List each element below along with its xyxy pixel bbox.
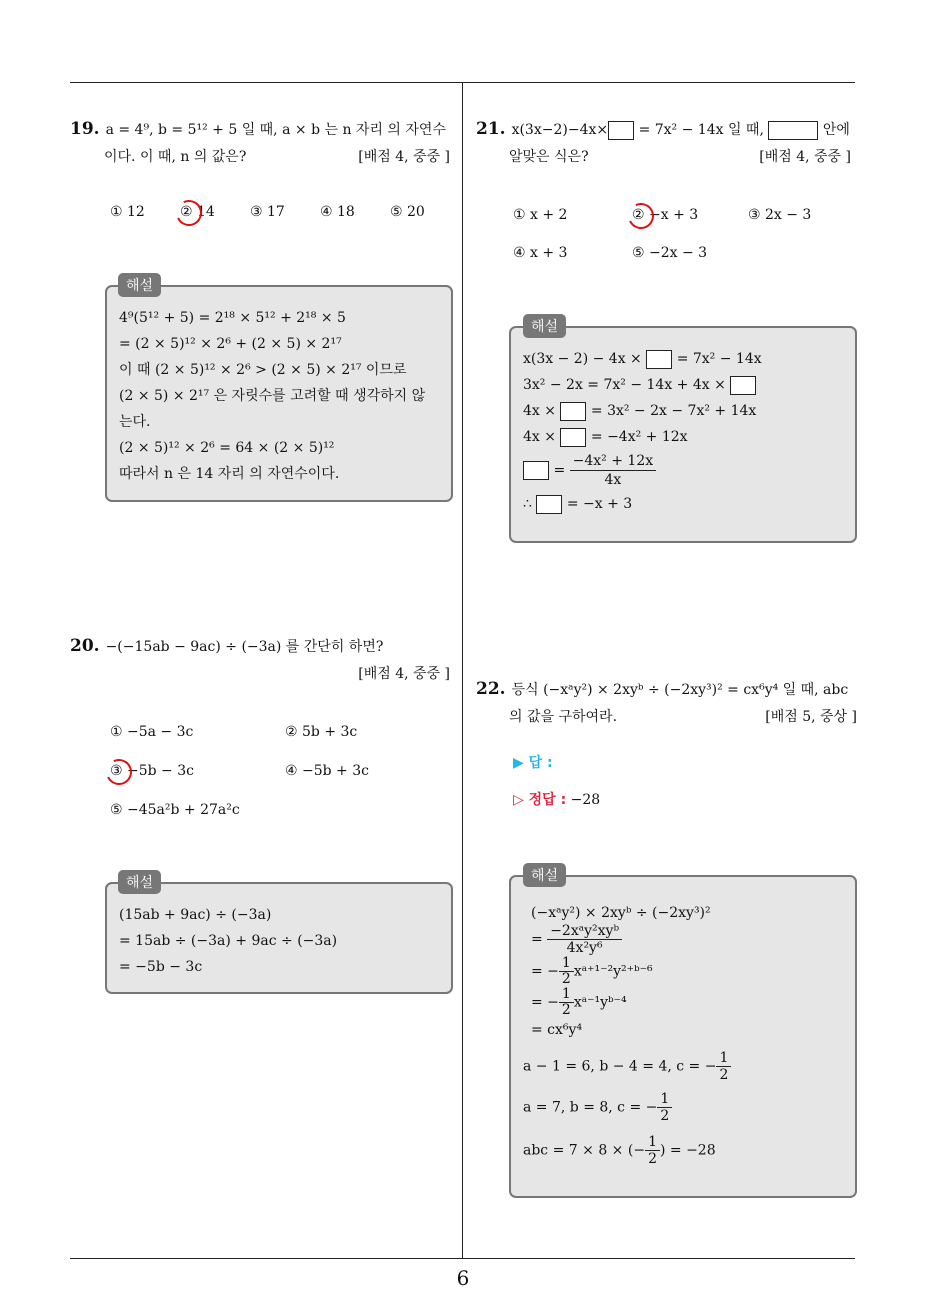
choice-5[interactable]: ⑤ −45a²b + 27a²c (110, 802, 240, 818)
fraction (559, 956, 574, 987)
solution-box (509, 326, 857, 543)
blank-box (536, 495, 562, 514)
denominator: 2 (719, 1067, 729, 1083)
correct-label: ▷ 정답 : (513, 792, 567, 808)
solution-box (105, 285, 453, 502)
solution-tag: 해설 (118, 870, 161, 894)
correct-value: −28 (570, 792, 601, 808)
solution-line: = cx⁶y⁴ (531, 1022, 583, 1038)
score-label: [배점 5, 중상 ] (765, 709, 857, 725)
solution-line: 는다. (119, 414, 151, 430)
solution-text: = −x + 3 (566, 496, 633, 512)
solution-text: 4x × (523, 403, 556, 419)
question-text: 등식 (−xᵃy²) × 2xyᵇ ÷ (−2xy³)² = cx⁶y⁴ 일 때, abc (511, 682, 849, 698)
solution-text: abc = 7 × 8 × (− (523, 1142, 646, 1159)
score-label: [배점 4, 중중 ] (358, 666, 450, 682)
question-text: x(3x−2)−4x× (511, 122, 609, 138)
choice-2[interactable]: ② 5b + 3c (285, 724, 358, 740)
blank-box (730, 376, 756, 395)
choice-1[interactable]: ① x + 2 (513, 207, 568, 223)
question-text: = 7x² − 14x 일 때, (638, 122, 764, 138)
solution-text: xᵃ⁺¹⁻²y²⁺ᵇ⁻⁶ (573, 963, 653, 980)
denominator: 2 (648, 1151, 657, 1167)
answer-blank (608, 121, 634, 140)
fraction (645, 1134, 660, 1167)
numerator: −4x² + 12x (570, 452, 657, 471)
solution-text: xᵃ⁻¹yᵇ⁻⁴ (573, 994, 627, 1011)
choice-4[interactable]: ④ 18 (320, 204, 355, 220)
selected-answer-mark (624, 199, 657, 232)
question-number: 21. (476, 119, 506, 139)
choice-3[interactable]: ③ −5b − 3c (110, 763, 194, 779)
question-20 (70, 633, 450, 688)
solution-text: = − (531, 963, 559, 980)
question-text: 알맞은 식은? (509, 149, 589, 165)
solution-text: = −4x² + 12x (590, 429, 688, 445)
choice-2[interactable]: ② −x + 3 (632, 207, 699, 223)
solution-text: 3x² − 2x = 7x² − 14x + 4x × (523, 377, 726, 393)
solution-text: = − (531, 994, 559, 1011)
numerator: 1 (559, 956, 574, 972)
blank-box (523, 461, 549, 480)
choice-3[interactable]: ③ 17 (250, 204, 285, 220)
selected-answer-mark (172, 196, 205, 229)
page-number: 6 (456, 1266, 470, 1290)
blank-box (560, 402, 586, 421)
solution-text: = (553, 462, 566, 479)
numerator: −2xᵃy²xyᵇ (547, 923, 622, 940)
solution-text: 4x × (523, 429, 556, 445)
question-number: 19. (70, 119, 100, 139)
solution-text: = 7x² − 14x (676, 351, 762, 367)
solution-text: x(3x − 2) − 4x × (523, 351, 642, 367)
bottom-rule (70, 1258, 855, 1259)
choice-4[interactable]: ④ x + 3 (513, 245, 568, 261)
solution-line: (2 × 5)¹² × 2⁶ = 64 × (2 × 5)¹² (119, 440, 335, 456)
choice-3[interactable]: ③ 2x − 3 (748, 207, 812, 223)
numerator: 1 (645, 1134, 660, 1151)
answer-blank (768, 121, 818, 140)
question-number: 20. (70, 636, 100, 656)
score-label: [배점 4, 중중 ] (759, 149, 851, 165)
score-label: [배점 4, 중중 ] (358, 149, 450, 165)
solution-line: = 15ab ÷ (−3a) + 9ac ÷ (−3a) (119, 933, 338, 949)
question-number: 22. (476, 679, 506, 699)
solution-tag: 해설 (523, 863, 566, 887)
denominator: 4x (604, 472, 622, 488)
solution-line: 따라서 n 은 14 자리 의 자연수이다. (119, 466, 340, 482)
column-divider (462, 83, 463, 1258)
denominator: 2 (561, 1002, 571, 1018)
numerator: 1 (657, 1091, 672, 1108)
solution-box (105, 882, 453, 994)
solution-line: (−xᵃy²) × 2xyᵇ ÷ (−2xy³)² (531, 905, 711, 921)
solution-text: ) = −28 (659, 1142, 716, 1159)
correct-answer (513, 789, 600, 809)
solution-line: = (2 × 5)¹² × 2⁶ + (2 × 5) × 2¹⁷ (119, 336, 342, 352)
fraction (716, 1050, 731, 1083)
denominator: 2 (561, 971, 571, 987)
solution-text: = 3x² − 2x − 7x² + 14x (590, 403, 757, 419)
solution-text: a − 1 = 6, b − 4 = 4, c = − (523, 1058, 717, 1075)
blank-box (646, 350, 672, 369)
choice-4[interactable]: ④ −5b + 3c (285, 763, 369, 779)
question-text: 안에 (822, 122, 850, 138)
solution-tag: 해설 (523, 314, 566, 338)
question-22 (476, 676, 861, 731)
solution-text: ∴ (523, 496, 532, 512)
selected-answer-mark (102, 755, 135, 788)
solution-line: (15ab + 9ac) ÷ (−3a) (119, 907, 272, 923)
choice-2[interactable]: ② 14 (180, 204, 215, 220)
question-text: 이다. 이 때, n 의 값은? (104, 149, 247, 165)
fraction (559, 987, 574, 1018)
question-19 (70, 116, 450, 171)
blank-box (560, 428, 586, 447)
fraction (547, 923, 622, 956)
denominator: 4x²y⁶ (566, 940, 603, 956)
choice-1[interactable]: ① 12 (110, 204, 145, 220)
solution-text: = (531, 931, 543, 948)
numerator: 1 (559, 987, 574, 1003)
numerator: 1 (716, 1050, 731, 1067)
solution-box (509, 875, 857, 1198)
question-21 (476, 116, 861, 171)
fraction (657, 1091, 672, 1124)
question-text: −(−15ab − 9ac) ÷ (−3a) 를 간단히 하면? (105, 639, 384, 655)
question-text: 의 값을 구하여라. (509, 709, 618, 725)
fraction (570, 452, 657, 489)
solution-line: 이 때 (2 × 5)¹² × 2⁶ > (2 × 5) × 2¹⁷ 이므로 (119, 362, 407, 378)
solution-tag: 해설 (118, 273, 161, 297)
answer-label[interactable]: ▶ 답 : (513, 755, 553, 771)
solution-line: = −5b − 3c (119, 959, 203, 975)
choice-5[interactable]: ⑤ 20 (390, 204, 425, 220)
choice-1[interactable]: ① −5a − 3c (110, 724, 194, 740)
question-text: a = 4⁹, b = 5¹² + 5 일 때, a × b 는 n 자리 의 자연수 (105, 122, 446, 138)
solution-text: a = 7, b = 8, c = − (523, 1099, 658, 1116)
solution-line: (2 × 5) × 2¹⁷ 은 자릿수를 고려할 때 생각하지 않 (119, 388, 426, 404)
denominator: 2 (660, 1108, 670, 1124)
choice-5[interactable]: ⑤ −2x − 3 (632, 245, 708, 261)
solution-line: 4⁹(5¹² + 5) = 2¹⁸ × 5¹² + 2¹⁸ × 5 (119, 310, 346, 326)
